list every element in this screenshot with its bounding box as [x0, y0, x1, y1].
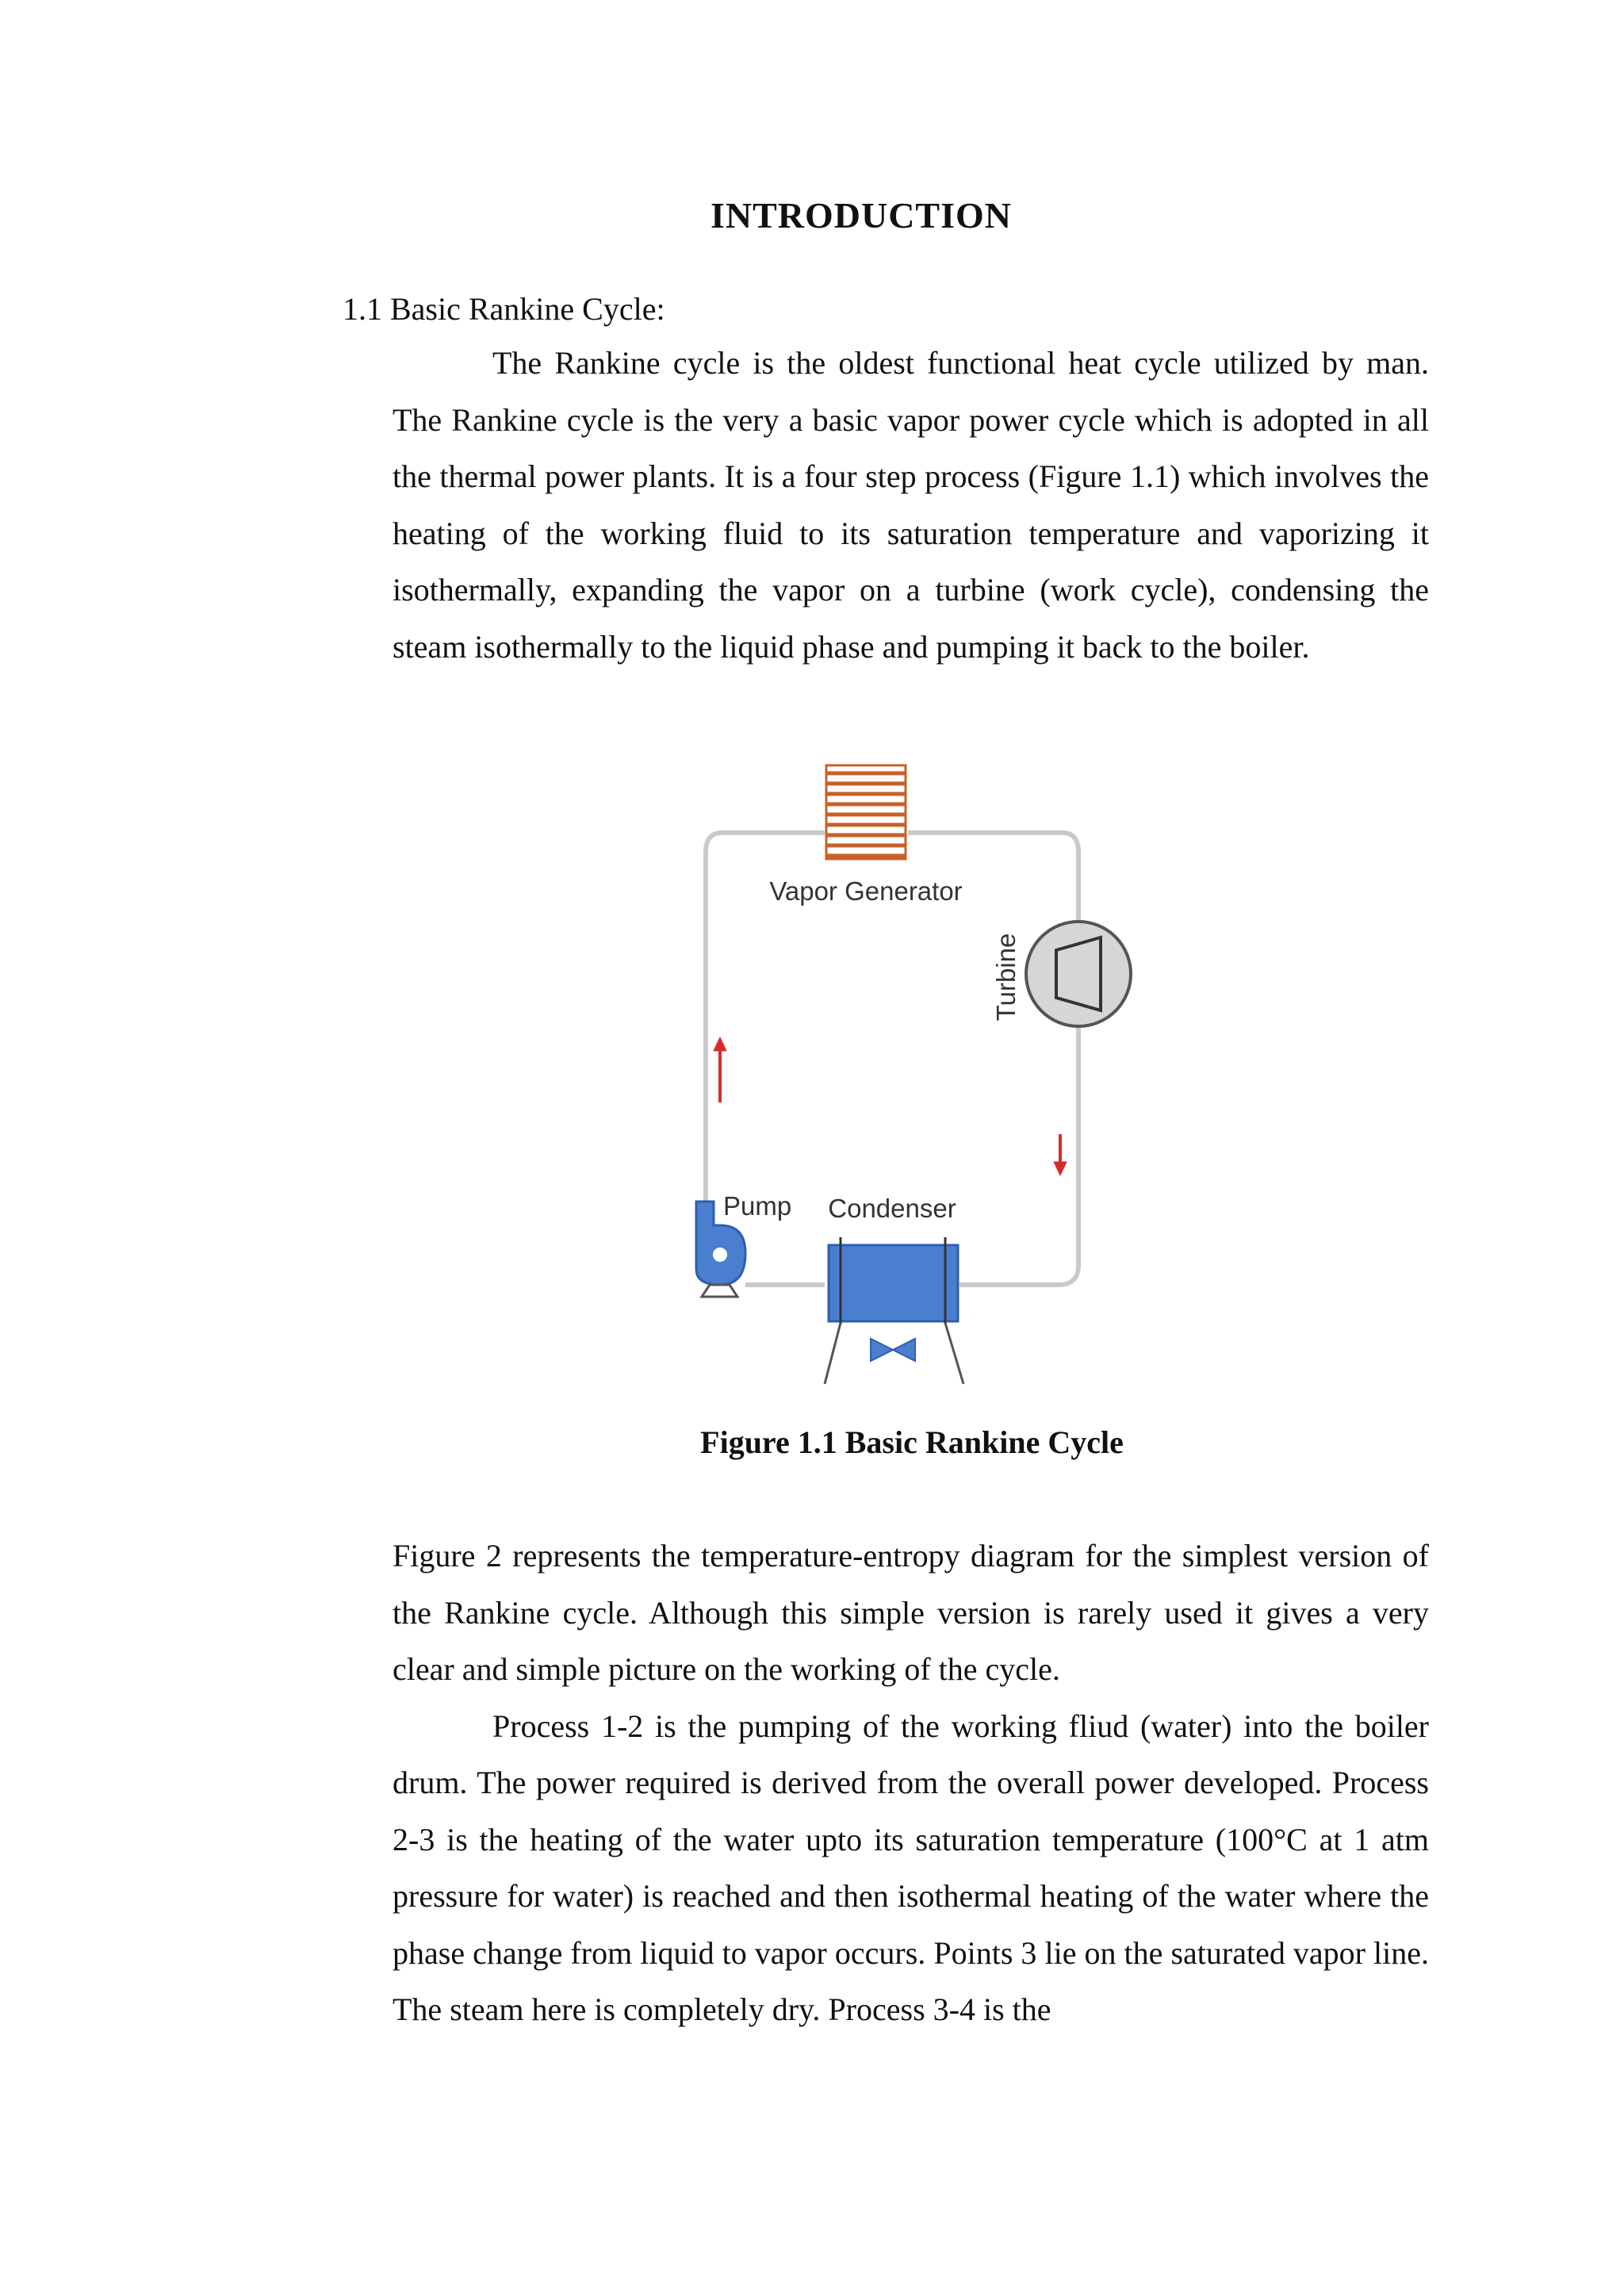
rankine-cycle-figure [690, 753, 1150, 1396]
paragraph-ts-diagram: Figure 2 represents the temperature-entropy diagram for the simplest version of the Rankine cycle. Although this simple version is rarely used it gives a very clear and simple picture on the working of the cycle. [393, 1538, 1429, 1687]
paragraph-rankine-intro: The Rankine cycle is the oldest functional heat cycle utilized by man. The Rankine cycle is the very a basic vapor power cycle which is adopted in all the thermal power plants. It is a four step process (Figure 1.1) which involves the heating of the working fluid to its saturation temperature and vaporizing it isothermally, expanding the vapor on a turbine (work cycle), condensing the steam isothermally to the liquid phase and pumping it back to the boiler. [393, 345, 1429, 665]
condenser-label: Condenser [828, 1194, 956, 1223]
turbine-icon [1056, 937, 1101, 1010]
turbine-label: Turbine [991, 933, 1021, 1022]
fan-icon [871, 1339, 915, 1361]
pump-label: Pump [723, 1191, 792, 1221]
vapor-generator-label: Vapor Generator [769, 876, 963, 906]
rankine-cycle-diagram [690, 753, 1150, 1396]
page-title: INTRODUCTION [710, 195, 1013, 236]
vapor-generator-coil [826, 765, 906, 859]
arrow-down-icon [1054, 1134, 1067, 1175]
body-block-intro [393, 335, 1429, 675]
figure-caption: Figure 1.1 Basic Rankine Cycle [700, 1424, 1124, 1460]
body-block-ts-diagram [393, 1527, 1429, 2038]
condenser-icon [825, 1237, 963, 1384]
paragraph-process-description: Process 1-2 is the pumping of the working fliud (water) into the boiler drum. The power required is derived from the overall power developed. Process 2-3 is the heating of the water upto its saturation temperature (100°C at 1 atm pressure for water) is reached and then isothermal heating of the water where the phase change from liquid to vapor occurs. Points 3 lie on the saturated vapor line. The steam here is completely dry. Process 3-4 is the [393, 1708, 1429, 2027]
arrow-up-icon [714, 1037, 726, 1102]
section-heading: 1.1 Basic Rankine Cycle: [343, 291, 665, 327]
